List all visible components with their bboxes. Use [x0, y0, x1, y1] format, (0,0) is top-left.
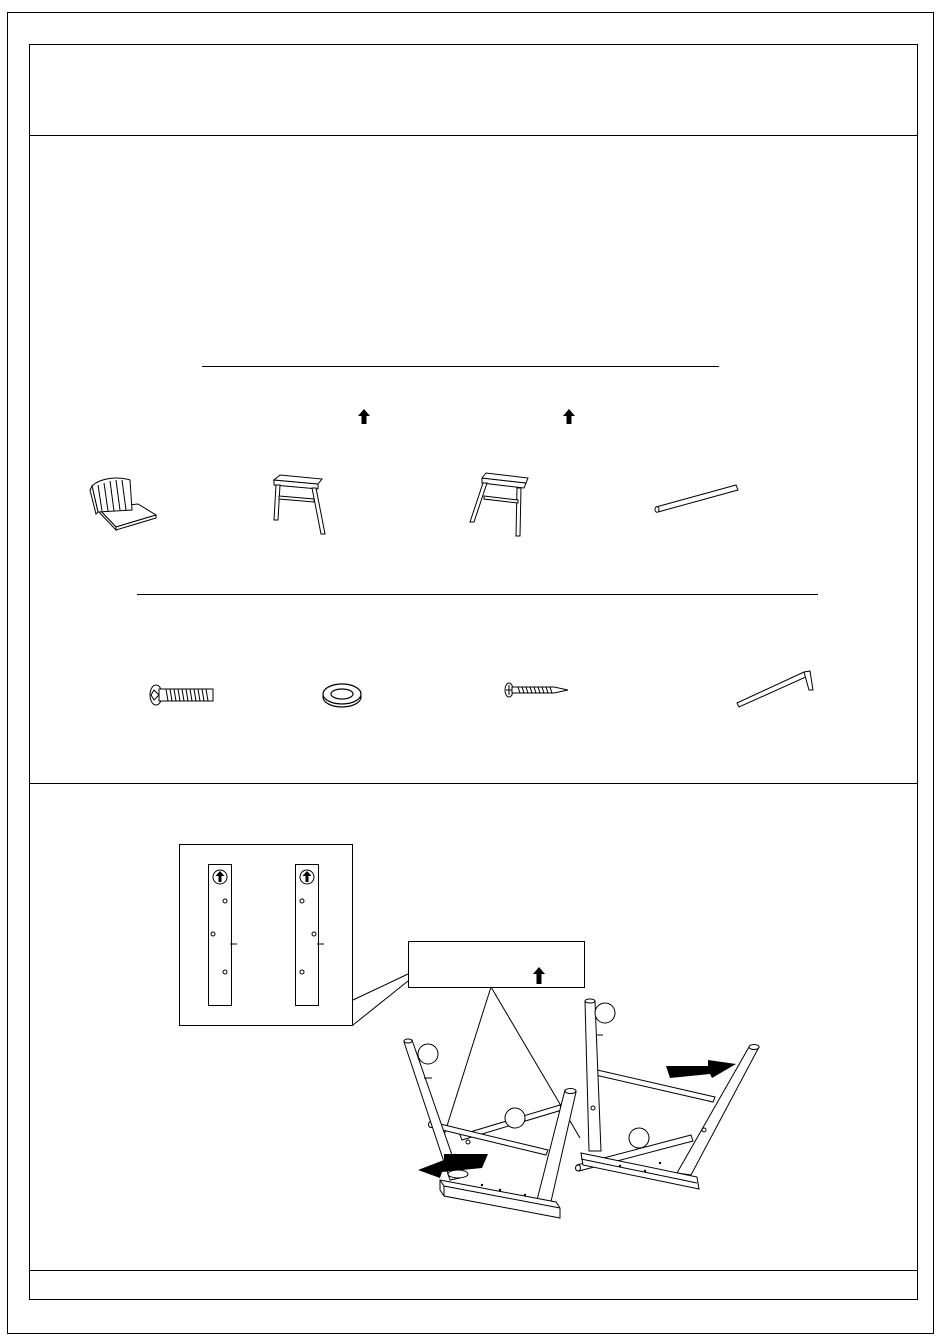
wood-screw-icon [502, 680, 570, 700]
footer-area [30, 1271, 917, 1299]
side-panel-left [208, 864, 238, 1008]
washer-icon [320, 682, 364, 710]
right-frame-assembly [565, 995, 765, 1195]
side-panel-right [295, 864, 325, 1008]
left-leg-frame-icon [270, 474, 330, 538]
up-arrow-icon [358, 409, 370, 425]
insert-arrow-right [664, 1058, 740, 1084]
left-frame-assembly [400, 1030, 580, 1225]
header-divider [29, 135, 918, 136]
allen-key-icon [734, 668, 818, 710]
right-leg-frame-icon [468, 472, 532, 540]
stretcher-rod-icon [652, 482, 742, 514]
bolt-icon [146, 680, 218, 710]
parts-divider [29, 783, 918, 784]
hardware-title-rule [137, 594, 818, 595]
up-arrow-icon [563, 409, 575, 425]
orientation-label-box [408, 941, 585, 988]
parts-title-rule [202, 366, 719, 367]
insert-arrow-left [418, 1150, 492, 1180]
chair-seat-back-icon [80, 474, 160, 530]
up-arrow-icon [533, 967, 545, 985]
header-area [30, 45, 917, 134]
